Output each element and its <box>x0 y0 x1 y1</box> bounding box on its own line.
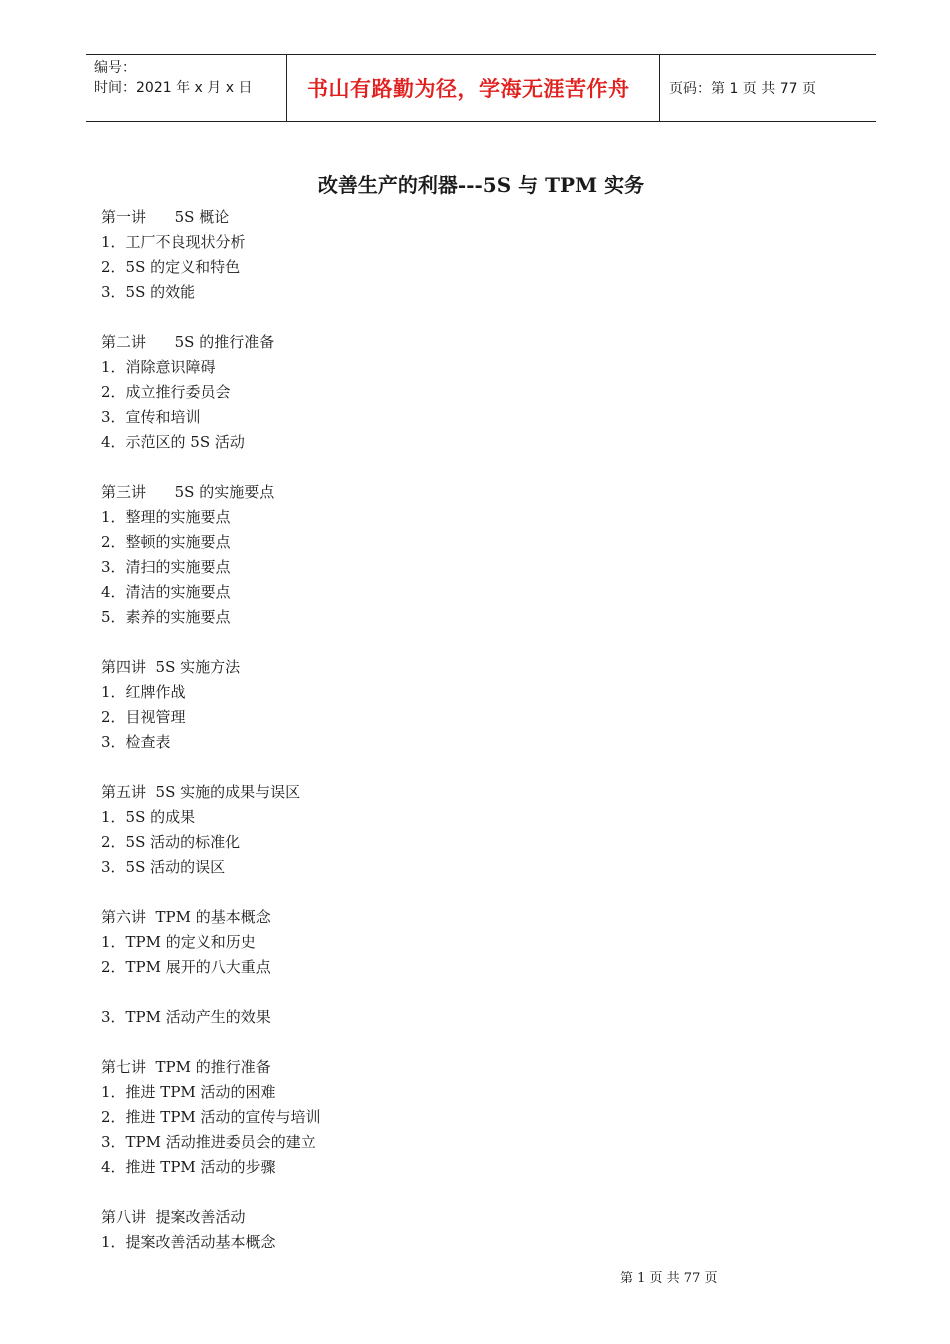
lecture-item: 1．5S 的成果 <box>101 808 196 826</box>
header-motto: 书山有路勤为径，学海无涯苦作舟 <box>287 55 660 121</box>
page-footer: 第 1 页 共 77 页 <box>620 1271 718 1286</box>
lecture-item: 4．推进 TPM 活动的步骤 <box>101 1158 276 1176</box>
lecture-item: 3．TPM 活动产生的效果 <box>101 1008 271 1026</box>
lecture-heading: 第一讲 5S 概论 <box>101 208 230 226</box>
lecture-heading: 第七讲 TPM 的推行准备 <box>101 1058 271 1076</box>
section-spacer <box>101 455 321 480</box>
lecture-heading: 第六讲 TPM 的基本概念 <box>101 908 271 926</box>
lecture-item: 1．工厂不良现状分析 <box>101 233 246 251</box>
lecture-item: 2．推进 TPM 活动的宣传与培训 <box>101 1108 321 1126</box>
page-header <box>86 54 876 122</box>
lecture-item <box>101 980 321 1005</box>
table-of-contents <box>101 205 321 1255</box>
lecture-heading: 第三讲 5S 的实施要点 <box>101 483 275 501</box>
lecture-item: 3．清扫的实施要点 <box>101 558 231 576</box>
lecture-item: 3．宣传和培训 <box>101 408 201 426</box>
lecture-heading: 第四讲 5S 实施方法 <box>101 658 241 676</box>
lecture-item: 3．5S 活动的误区 <box>101 858 226 876</box>
time-label: 时间：2021 年 x 月 x 日 <box>94 80 253 96</box>
lecture-heading: 第五讲 5S 实施的成果与误区 <box>101 783 301 801</box>
section-spacer <box>101 755 321 780</box>
lecture-item: 1．消除意识障碍 <box>101 358 216 376</box>
number-label: 编号： <box>94 60 136 76</box>
document-title: 改善生产的利器---5S 与 TPM 实务 <box>317 173 645 197</box>
lecture-item: 1．提案改善活动基本概念 <box>101 1233 276 1251</box>
lecture-item: 4．清洁的实施要点 <box>101 583 231 601</box>
lecture-item: 2．5S 的定义和特色 <box>101 258 241 276</box>
section-spacer <box>101 880 321 905</box>
lecture-item: 4．示范区的 5S 活动 <box>101 433 245 451</box>
lecture-item: 5．素养的实施要点 <box>101 608 231 626</box>
lecture-item: 2．目视管理 <box>101 708 186 726</box>
lecture-item: 2．整顿的实施要点 <box>101 533 231 551</box>
header-page-info: 页码：第 1 页 共 77 页 <box>669 81 816 97</box>
lecture-heading: 第二讲 5S 的推行准备 <box>101 333 275 351</box>
section-spacer <box>101 630 321 655</box>
lecture-item: 1．整理的实施要点 <box>101 508 231 526</box>
lecture-item: 3．5S 的效能 <box>101 283 196 301</box>
lecture-item: 1．TPM 的定义和历史 <box>101 933 256 951</box>
section-spacer <box>101 305 321 330</box>
lecture-item: 3．检查表 <box>101 733 171 751</box>
lecture-item: 1．推进 TPM 活动的困难 <box>101 1083 276 1101</box>
lecture-item: 3．TPM 活动推进委员会的建立 <box>101 1133 316 1151</box>
lecture-item: 2．TPM 展开的八大重点 <box>101 958 271 976</box>
section-spacer <box>101 1180 321 1205</box>
lecture-item: 2．5S 活动的标准化 <box>101 833 241 851</box>
lecture-item: 1．红牌作战 <box>101 683 186 701</box>
section-spacer <box>101 1030 321 1055</box>
lecture-heading: 第八讲 提案改善活动 <box>101 1208 246 1226</box>
lecture-item: 2．成立推行委员会 <box>101 383 231 401</box>
header-meta <box>86 55 287 121</box>
